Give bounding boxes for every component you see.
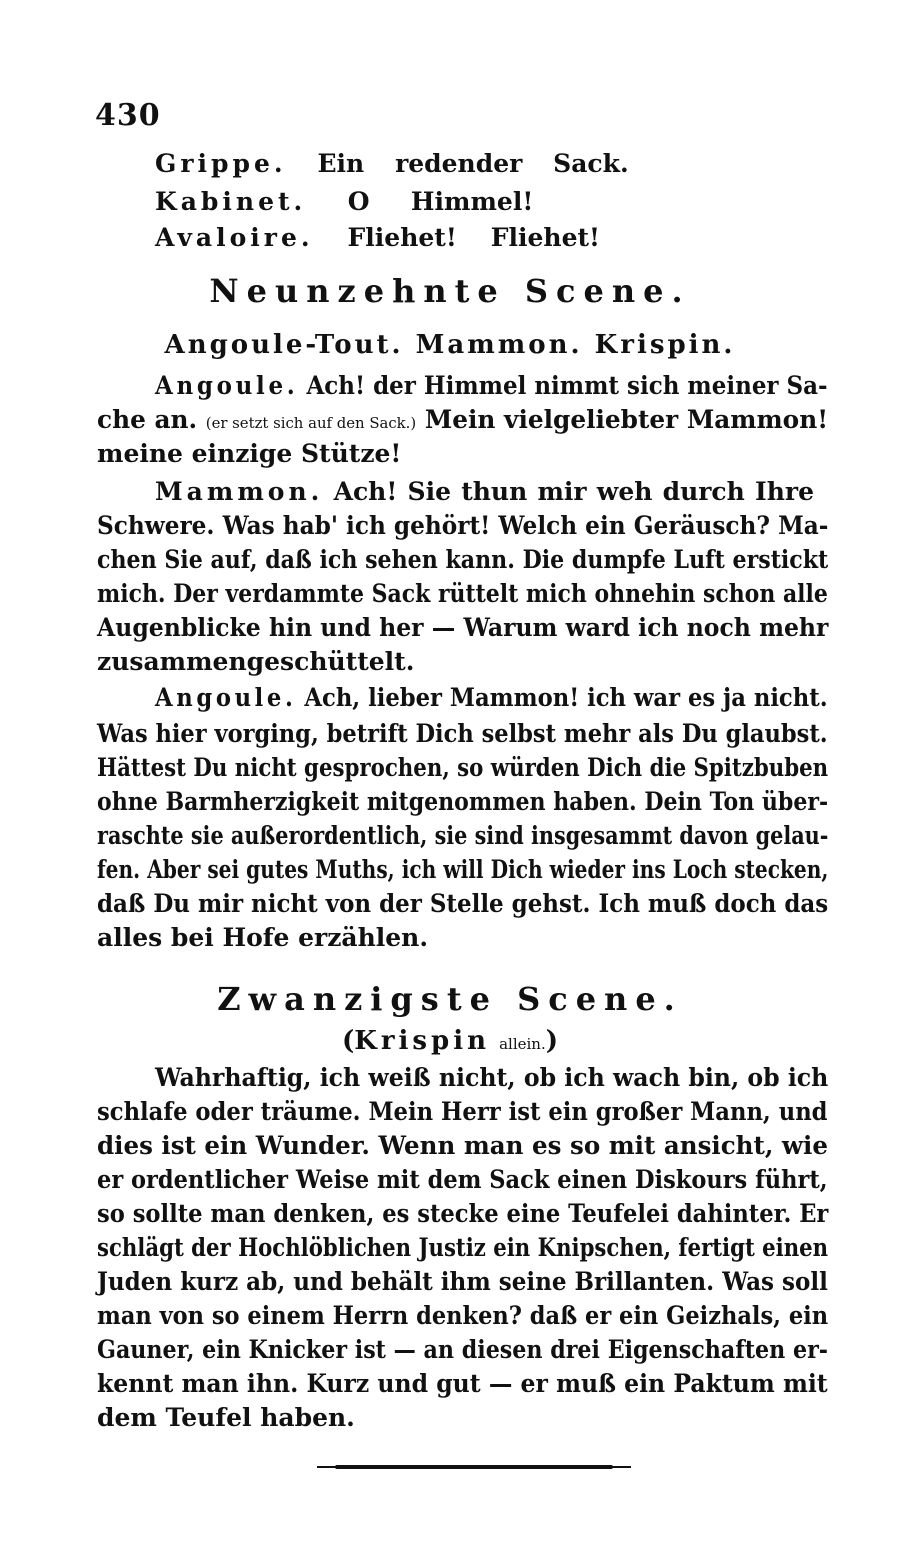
text-line: dem Teufel haben. xyxy=(97,1403,355,1432)
stage-direction: (er setzt sich auf den Sack.) xyxy=(205,414,417,432)
paren-close: ) xyxy=(545,1026,559,1056)
text-line xyxy=(97,404,828,439)
speech-text: Mein vielgeliebter Mammon! xyxy=(424,405,829,434)
speech-text: che an. xyxy=(97,405,198,434)
dialogue-line xyxy=(155,222,600,254)
page-number: 430 xyxy=(95,98,161,133)
text-line: schlafe oder träume. Mein Herr ist ein großer Mann, und xyxy=(97,1097,828,1126)
end-rule xyxy=(335,1465,613,1469)
text-line: Schwere. Was hab' ich gehört! Welch ein Geräusch? Ma- xyxy=(97,511,829,540)
paren-open: ( xyxy=(341,1026,355,1056)
speech-text: Ein redender Sack. xyxy=(317,149,629,178)
text-line: schlägt der Hochlöblichen Justiz ein Knipschen, fertigt einen xyxy=(97,1233,829,1262)
text-line: ohne Barmherzigkeit mitgenommen haben. Dein Ton über- xyxy=(97,787,829,816)
dialogue-line xyxy=(155,148,629,180)
text-line xyxy=(155,682,828,714)
text-line: Wahrhaftig, ich weiß nicht, ob ich wach bin, ob ich xyxy=(155,1063,829,1092)
text-line: er ordentlicher Weise mit dem Sack einen Diskours führt, xyxy=(97,1165,828,1194)
speech-text: Fliehet! Fliehet! xyxy=(347,223,601,252)
speaker-name: Angoule. xyxy=(155,371,299,400)
text-line: fen. Aber sei gutes Muths, ich will Dich wieder ins Loch stecken, xyxy=(97,855,829,884)
text-line: mich. Der verdammte Sack rüttelt mich ohnehin schon alle xyxy=(97,579,828,608)
speaker-name: Mammon. xyxy=(155,477,324,506)
text-line: kennt man ihn. Kurz und gut — er muß ein Paktum mit xyxy=(97,1369,828,1398)
speaker-name: Grippe. xyxy=(155,149,287,178)
stage-direction: allein. xyxy=(499,1035,546,1053)
text-line xyxy=(155,370,828,402)
speaker-name: Angoule. xyxy=(155,683,297,712)
scene-cast xyxy=(0,1026,900,1056)
text-line: so sollte man denken, es stecke eine Teufelei dahinter. Er xyxy=(97,1199,829,1228)
text-line: Augenblicke hin und her — Warum ward ich noch mehr xyxy=(97,613,829,642)
text-line: raschte sie außerordentlich, sie sind insgesammt davon gelau- xyxy=(97,821,829,850)
text-line xyxy=(155,476,814,508)
speech-text: Ach, lieber Mammon! ich war es ja nicht. xyxy=(304,683,828,712)
text-line: meine einzige Stütze! xyxy=(97,439,402,468)
speaker-name: Krispin xyxy=(354,1026,491,1056)
dialogue-line xyxy=(155,186,533,218)
speech-text: Ach! Sie thun mir weh durch Ihre xyxy=(333,477,814,506)
scene-cast: Angoule-Tout. Mammon. Krispin. xyxy=(164,330,736,360)
text-line: zusammengeschüttelt. xyxy=(97,647,415,676)
text-line: Gauner, ein Knicker ist — an diesen drei Eigenschaften er- xyxy=(97,1335,828,1364)
text-line: daß Du mir nicht von der Stelle gehst. Ich muß doch das xyxy=(97,889,829,918)
scene-heading: Neunzehnte Scene. xyxy=(209,272,691,310)
speaker-name: Avaloire. xyxy=(155,223,314,252)
text-line: alles bei Hofe erzählen. xyxy=(97,923,429,952)
text-line: man von so einem Herrn denken? daß er ein Geizhals, ein xyxy=(97,1301,829,1330)
text-line: Juden kurz ab, und behält ihm seine Brillanten. Was soll xyxy=(97,1267,828,1296)
speech-text: Ach! der Himmel nimmt sich meiner Sa- xyxy=(306,371,828,400)
text-line: dies ist ein Wunder. Wenn man es so mit ansicht, wie xyxy=(97,1131,828,1160)
text-line: Was hier vorging, betrift Dich selbst mehr als Du glaubst. xyxy=(97,719,828,748)
text-line: Hättest Du nicht gesprochen, so würden Dich die Spitzbuben xyxy=(97,753,829,782)
text-line: chen Sie auf, daß ich sehen kann. Die dumpfe Luft erstickt xyxy=(97,545,829,574)
scene-heading: Zwanzigste Scene. xyxy=(217,980,683,1018)
speech-text: O Himmel! xyxy=(347,187,534,216)
speaker-name: Kabinet. xyxy=(155,187,307,216)
